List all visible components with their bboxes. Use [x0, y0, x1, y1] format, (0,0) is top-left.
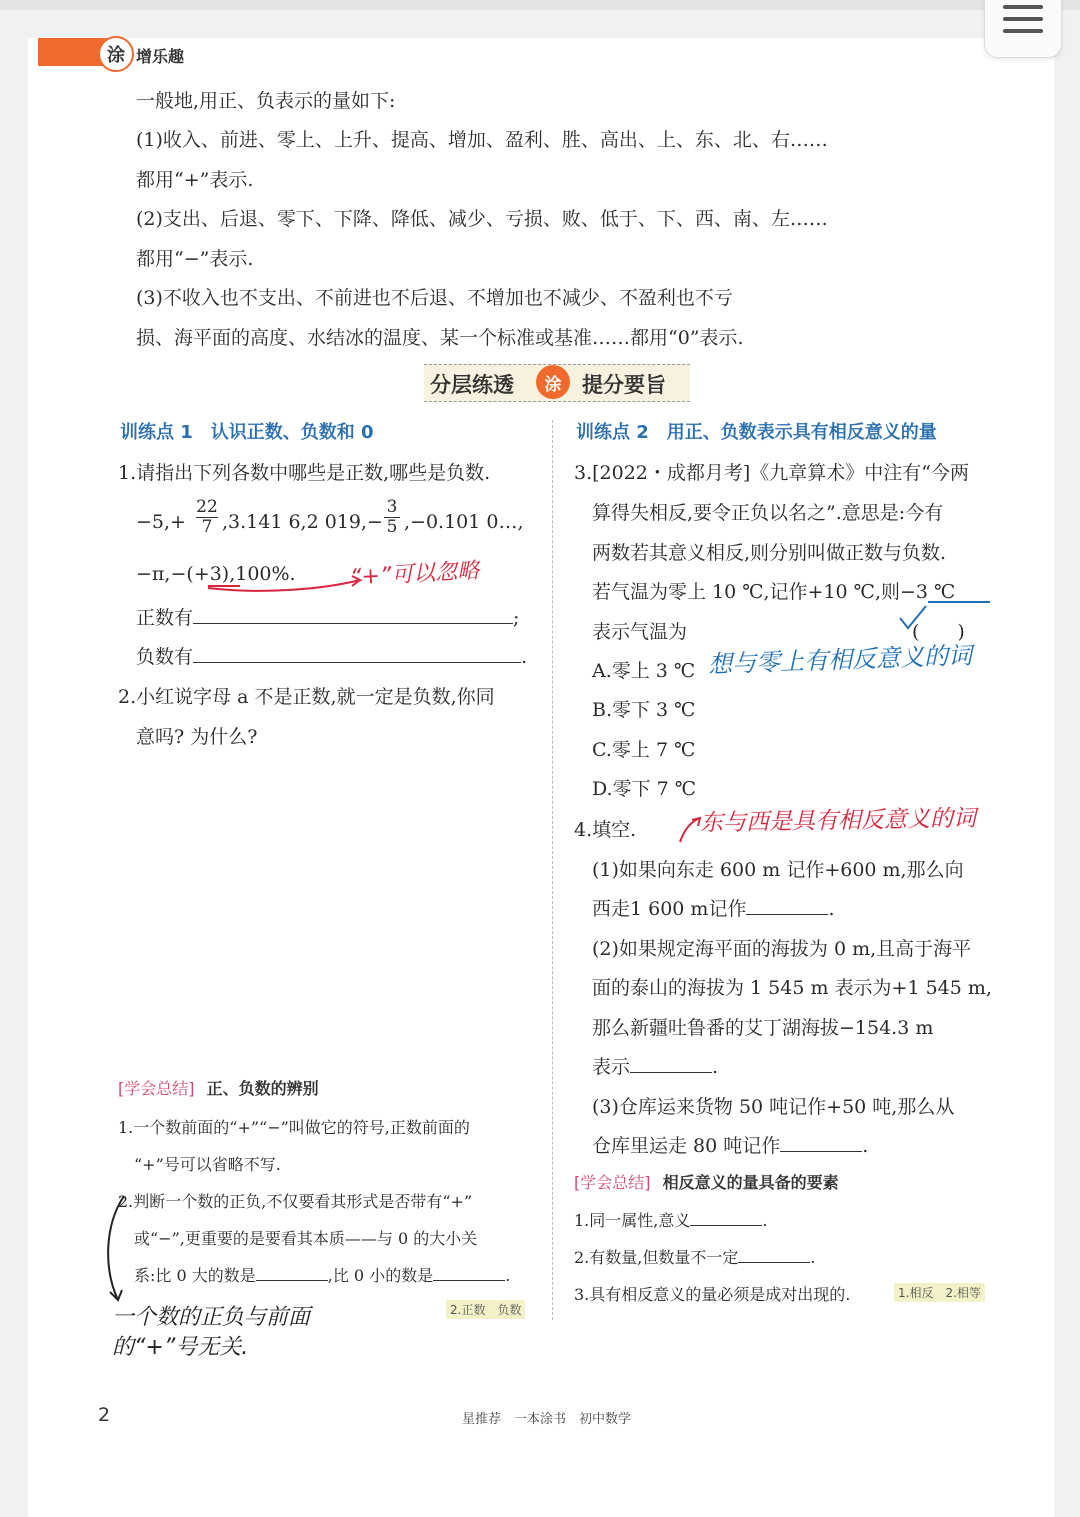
- intro-line: 损、海平面的高度、水结冰的温度、某一个标准或基准……都用“0”表示.: [136, 327, 744, 349]
- punct: .: [828, 898, 835, 920]
- summary-line: 3.具有相反意义的量必须是成对出现的.: [574, 1285, 851, 1304]
- summary-line: 1.一个数前面的“+”“−”叫做它的符号,正数前面的: [118, 1118, 470, 1137]
- question-3-cont: 表示气温为: [592, 621, 688, 643]
- summary-tag: [学会总结]: [574, 1173, 651, 1192]
- summary-tag: [学会总结]: [118, 1079, 195, 1098]
- intro-line: 一般地,用正、负表示的量如下:: [136, 90, 396, 112]
- answer-key: 1.相反 2.相等: [894, 1283, 985, 1302]
- q4-part2-cont: 面的泰山的海拔为 1 545 m 表示为+1 545 m,: [592, 977, 992, 999]
- punct: .: [505, 1266, 511, 1285]
- punct: .: [712, 1056, 719, 1078]
- fraction-denominator: 7: [196, 517, 218, 537]
- question-3: 3.[2022・成都月考]《九章算术》中注有“今两: [574, 462, 970, 484]
- page-number: 2: [98, 1404, 111, 1426]
- red-underline-arrow: [208, 576, 360, 591]
- left-heading: 训练点 1 认识正数、负数和 0: [120, 422, 374, 443]
- option-a: A.零上 3 ℃: [592, 660, 696, 682]
- answer-paren[interactable]: ( ): [912, 621, 965, 643]
- q4-part2-cont: 那么新疆吐鲁番的艾丁湖海拔−154.3 m: [592, 1017, 934, 1039]
- intro-line: (3)不收入也不支出、不前进也不后退、不增加也不减少、不盈利也不亏: [136, 287, 733, 309]
- right-heading: 训练点 2 用正、负数表示具有相反意义的量: [576, 422, 937, 443]
- summary-line: “+”号可以省略不写.: [134, 1155, 281, 1174]
- answer-key: 2.正数 负数: [446, 1300, 525, 1319]
- q4-part3: (3)仓库运来货物 50 吨记作+50 吨,那么从: [592, 1096, 955, 1118]
- q1-numbers-c: ,−0.101 0…,: [404, 511, 524, 533]
- banner-logo: 涂: [536, 365, 570, 399]
- q4-text: 西走1 600 m记作: [592, 898, 747, 920]
- summary-line: 或“−”,更重要的是要看其本质——与 0 的大小关: [134, 1229, 478, 1248]
- red-arrow-q4: [680, 818, 700, 842]
- q1-numbers-a: −5,+: [136, 511, 186, 533]
- banner-left: 分层练透: [430, 373, 514, 397]
- punct: .: [762, 1211, 768, 1230]
- punct: .: [862, 1135, 869, 1157]
- q4-part2: (2)如果规定海平面的海拔为 0 m,且高于海平: [592, 938, 972, 960]
- intro-line: (2)支出、后退、零下、下降、降低、减少、亏损、败、低于、下、西、南、左……: [136, 208, 828, 230]
- question-3-cont: 算得失相反,要令正负以名之”.意思是:今有: [592, 502, 944, 524]
- question-4: 4.填空.: [574, 819, 637, 841]
- brand-logo: 涂: [98, 36, 134, 72]
- intro-line: 都用“+”表示.: [136, 169, 254, 191]
- handwritten-note-1: “+”可以忽略: [349, 558, 480, 591]
- summary-line: 2.判断一个数的正负,不仅要看其形式是否带有“+”: [118, 1192, 473, 1211]
- handwritten-note-2: 想与零上有相反意义的词: [707, 641, 973, 679]
- positive-label: 正数有: [136, 607, 194, 629]
- fraction-denominator: 5: [384, 517, 400, 537]
- footer-text: 星推荐 一本涂书 初中数学: [462, 1412, 632, 1427]
- handwritten-note-3: 东与西是具有相反意义的词: [699, 805, 977, 837]
- banner-right: 提分要旨: [582, 373, 666, 397]
- option-c: C.零上 7 ℃: [592, 739, 696, 761]
- black-bracket-arrow: [108, 1196, 124, 1300]
- q4-part1: (1)如果向东走 600 m 记作+600 m,那么向: [592, 859, 964, 881]
- negative-label: 负数有: [136, 646, 194, 668]
- summary-title: 相反意义的量具备的要素: [662, 1173, 839, 1192]
- intro-line: 都用“−”表示.: [136, 248, 254, 270]
- summary-text: ,比 0 小的数是: [327, 1266, 434, 1285]
- question-2: 2.小红说字母 a 不是正数,就一定是负数,你同: [118, 686, 495, 708]
- summary-title: 正、负数的辨别: [206, 1079, 319, 1098]
- handwritten-note-4-cont: 的“+”号无关.: [112, 1335, 249, 1360]
- summary-text: 2.有数量,但数量不一定: [574, 1248, 739, 1267]
- q1-numbers-d: −π,−(+3),100%.: [136, 563, 296, 585]
- punct: .: [521, 646, 528, 668]
- summary-text: 系:比 0 大的数是: [134, 1266, 256, 1285]
- question-1: 1.请指出下列各数中哪些是正数,哪些是负数.: [118, 462, 491, 484]
- fraction-numerator: 22: [196, 497, 218, 517]
- option-d: D.零下 7 ℃: [592, 778, 697, 800]
- punct: ;: [513, 607, 520, 629]
- fraction-numerator: 3: [386, 497, 398, 517]
- option-b: B.零下 3 ℃: [592, 699, 696, 721]
- intro-line: (1)收入、前进、零上、上升、提高、增加、盈利、胜、高出、上、东、北、右……: [136, 129, 828, 151]
- brand-text: 增乐趣: [136, 47, 185, 66]
- question-3-cont: 两数若其意义相反,则分别叫做正数与负数.: [592, 542, 947, 564]
- q4-text: 表示: [592, 1056, 631, 1078]
- handwritten-note-4: 一个数的正负与前面: [112, 1305, 311, 1330]
- question-2-cont: 意吗? 为什么?: [136, 726, 258, 748]
- blue-check-arrow: [900, 606, 926, 628]
- punct: .: [810, 1248, 816, 1267]
- q1-numbers-b: ,3.141 6,2 019,−: [222, 511, 383, 533]
- question-3-cont: 若气温为零上 10 ℃,记作+10 ℃,则−3 ℃: [592, 581, 956, 603]
- q4-text: 仓库里运走 80 吨记作: [592, 1135, 781, 1157]
- summary-text: 1.同一属性,意义: [574, 1211, 691, 1230]
